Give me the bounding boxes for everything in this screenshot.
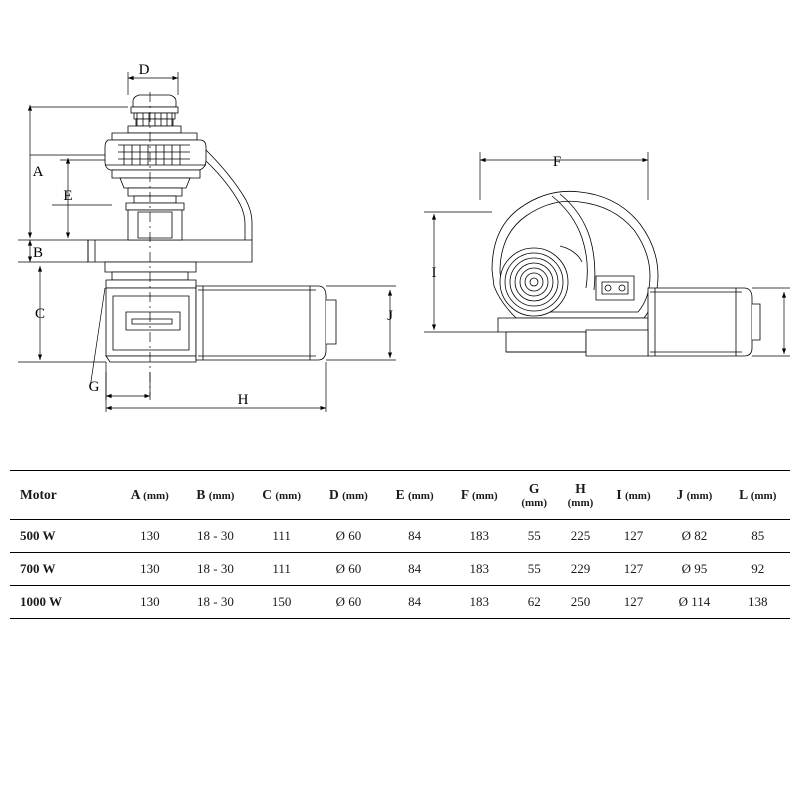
cell-h: 250 — [557, 586, 603, 619]
cell-j: Ø 114 — [663, 586, 725, 619]
col-header-h-label: H — [575, 481, 586, 496]
col-header-c-label: C — [262, 487, 272, 503]
cell-g: 62 — [511, 586, 557, 619]
cell-a: 130 — [117, 553, 183, 586]
table-body — [10, 520, 790, 619]
col-header-f — [447, 471, 511, 520]
cell-a: 130 — [117, 520, 183, 553]
front-view-body — [492, 191, 760, 356]
col-header-l — [725, 471, 790, 520]
col-header-g-unit: (mm) — [521, 496, 548, 509]
col-header-j-label: J — [676, 487, 684, 503]
col-header-l-label: L — [739, 487, 748, 503]
table-header — [10, 471, 790, 520]
col-header-motor — [10, 471, 117, 520]
cell-c: 150 — [248, 586, 315, 619]
dimension-label-A: A — [32, 164, 44, 180]
cell-i: 127 — [604, 586, 664, 619]
cell-a: 130 — [117, 586, 183, 619]
cell-g: 55 — [511, 520, 557, 553]
col-header-c — [248, 471, 315, 520]
cell-b: 18 - 30 — [183, 553, 249, 586]
dimension-label-I: I — [431, 265, 437, 281]
dimension-label-G: G — [88, 379, 100, 395]
dimension-label-J: J — [387, 308, 393, 324]
cell-motor: 700 W — [10, 553, 117, 586]
table-row — [10, 553, 790, 586]
cell-h: 229 — [557, 553, 603, 586]
col-header-c-unit: (mm) — [275, 490, 302, 503]
col-header-e — [382, 471, 448, 520]
dimension-label-F: F — [552, 154, 562, 170]
cell-b: 18 - 30 — [183, 520, 249, 553]
side-view-body — [88, 92, 336, 395]
cell-g: 55 — [511, 553, 557, 586]
col-header-motor-label: Motor — [20, 487, 57, 503]
col-header-a-label: A — [130, 487, 140, 503]
dimension-label-C: C — [34, 306, 46, 322]
cell-i: 127 — [604, 553, 664, 586]
cell-motor: 1000 W — [10, 586, 117, 619]
cell-i: 127 — [604, 520, 664, 553]
col-header-g — [511, 471, 557, 520]
col-header-l-unit: (mm) — [750, 490, 777, 503]
dimension-label-E: E — [63, 188, 73, 204]
col-header-f-label: F — [460, 487, 469, 503]
cell-e: 84 — [382, 586, 448, 619]
col-header-j-unit: (mm) — [686, 490, 713, 503]
dimension-label-D: D — [138, 62, 150, 78]
specifications-table-container — [10, 470, 790, 619]
col-header-i-label: I — [616, 487, 622, 503]
table-header-row — [10, 471, 790, 520]
table-row — [10, 520, 790, 553]
col-header-b-label: B — [196, 487, 206, 503]
cell-c: 111 — [248, 520, 315, 553]
col-header-a — [117, 471, 183, 520]
dimension-label-H: H — [237, 392, 249, 408]
col-header-e-unit: (mm) — [407, 490, 434, 503]
col-header-d-label: D — [329, 487, 339, 503]
cell-e: 84 — [382, 520, 448, 553]
col-header-e-label: E — [395, 487, 405, 503]
cell-l: 85 — [725, 520, 790, 553]
col-header-b-unit: (mm) — [208, 490, 235, 503]
cell-l: 138 — [725, 586, 790, 619]
col-header-f-unit: (mm) — [471, 490, 498, 503]
col-header-b — [183, 471, 249, 520]
cell-h: 225 — [557, 520, 603, 553]
cell-j: Ø 82 — [663, 520, 725, 553]
col-header-d — [315, 471, 382, 520]
col-header-i — [604, 471, 664, 520]
col-header-h-unit: (mm) — [567, 496, 594, 509]
cell-b: 18 - 30 — [183, 586, 249, 619]
cell-f: 183 — [447, 586, 511, 619]
cell-c: 111 — [248, 553, 315, 586]
cell-f: 183 — [447, 553, 511, 586]
cell-e: 84 — [382, 553, 448, 586]
col-header-a-unit: (mm) — [143, 490, 169, 503]
col-header-i-unit: (mm) — [624, 490, 651, 503]
specifications-table — [10, 470, 790, 619]
cell-l: 92 — [725, 553, 790, 586]
cell-d: Ø 60 — [315, 586, 382, 619]
col-header-g-label: G — [528, 481, 540, 496]
col-header-h — [557, 471, 603, 520]
table-row — [10, 586, 790, 619]
cell-motor: 500 W — [10, 520, 117, 553]
cell-d: Ø 60 — [315, 520, 382, 553]
col-header-j — [663, 471, 725, 520]
cell-f: 183 — [447, 520, 511, 553]
dimension-label-B: B — [32, 245, 44, 261]
cell-j: Ø 95 — [663, 553, 725, 586]
col-header-d-unit: (mm) — [342, 490, 368, 503]
cell-d: Ø 60 — [315, 553, 382, 586]
